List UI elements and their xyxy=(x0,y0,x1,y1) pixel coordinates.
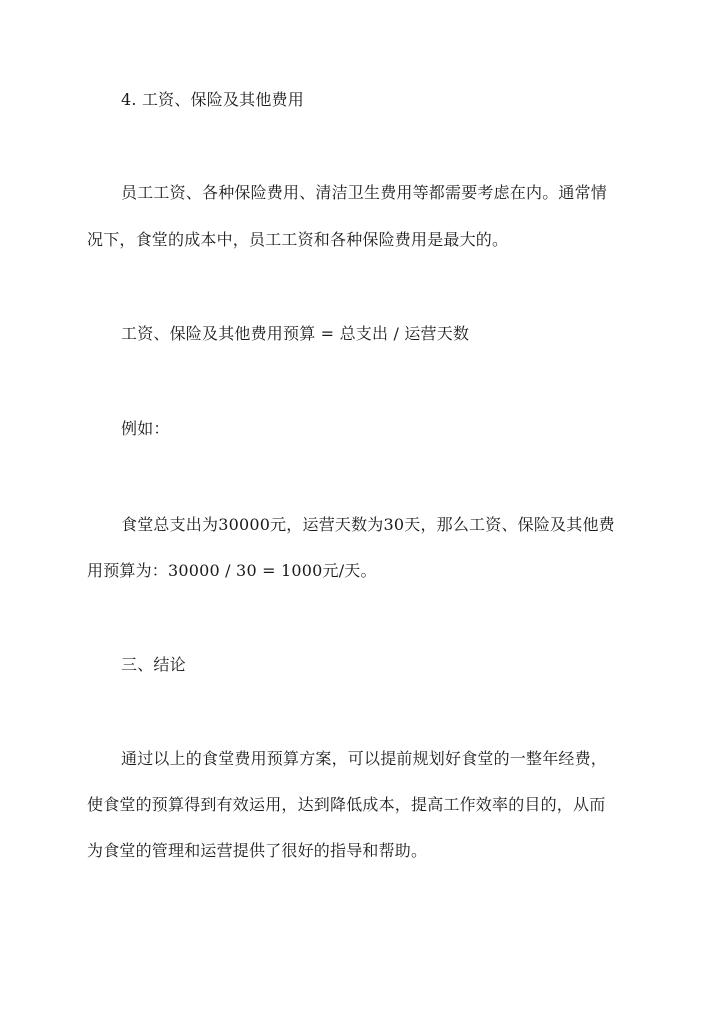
paragraph-1-line-2: 况下，食堂的成本中，员工工资和各种保险费用是最大的。 xyxy=(87,230,509,249)
example-line-1: 食堂总支出为30000元，运营天数为30天，那么工资、保险及其他费 xyxy=(121,515,615,534)
formula-line: 工资、保险及其他费用预算 = 总支出 / 运营天数 xyxy=(121,324,470,343)
section-3-heading: 三、结论 xyxy=(121,655,186,674)
section-4-heading: 4. 工资、保险及其他费用 xyxy=(121,90,304,109)
conclusion-line-2: 使食堂的预算得到有效运用，达到降低成本，提高工作效率的目的，从而 xyxy=(87,795,606,814)
conclusion-line-1: 通过以上的食堂费用预算方案，可以提前规划好食堂的一整年经费， xyxy=(121,749,608,768)
example-line-2: 用预算为：30000 / 30 = 1000元/天。 xyxy=(87,561,377,580)
paragraph-1-line-1: 员工工资、各种保险费用、清洁卫生费用等都需要考虑在内。通常情 xyxy=(121,183,608,202)
example-label: 例如： xyxy=(121,419,170,438)
conclusion-line-3: 为食堂的管理和运营提供了很好的指导和帮助。 xyxy=(87,841,428,860)
